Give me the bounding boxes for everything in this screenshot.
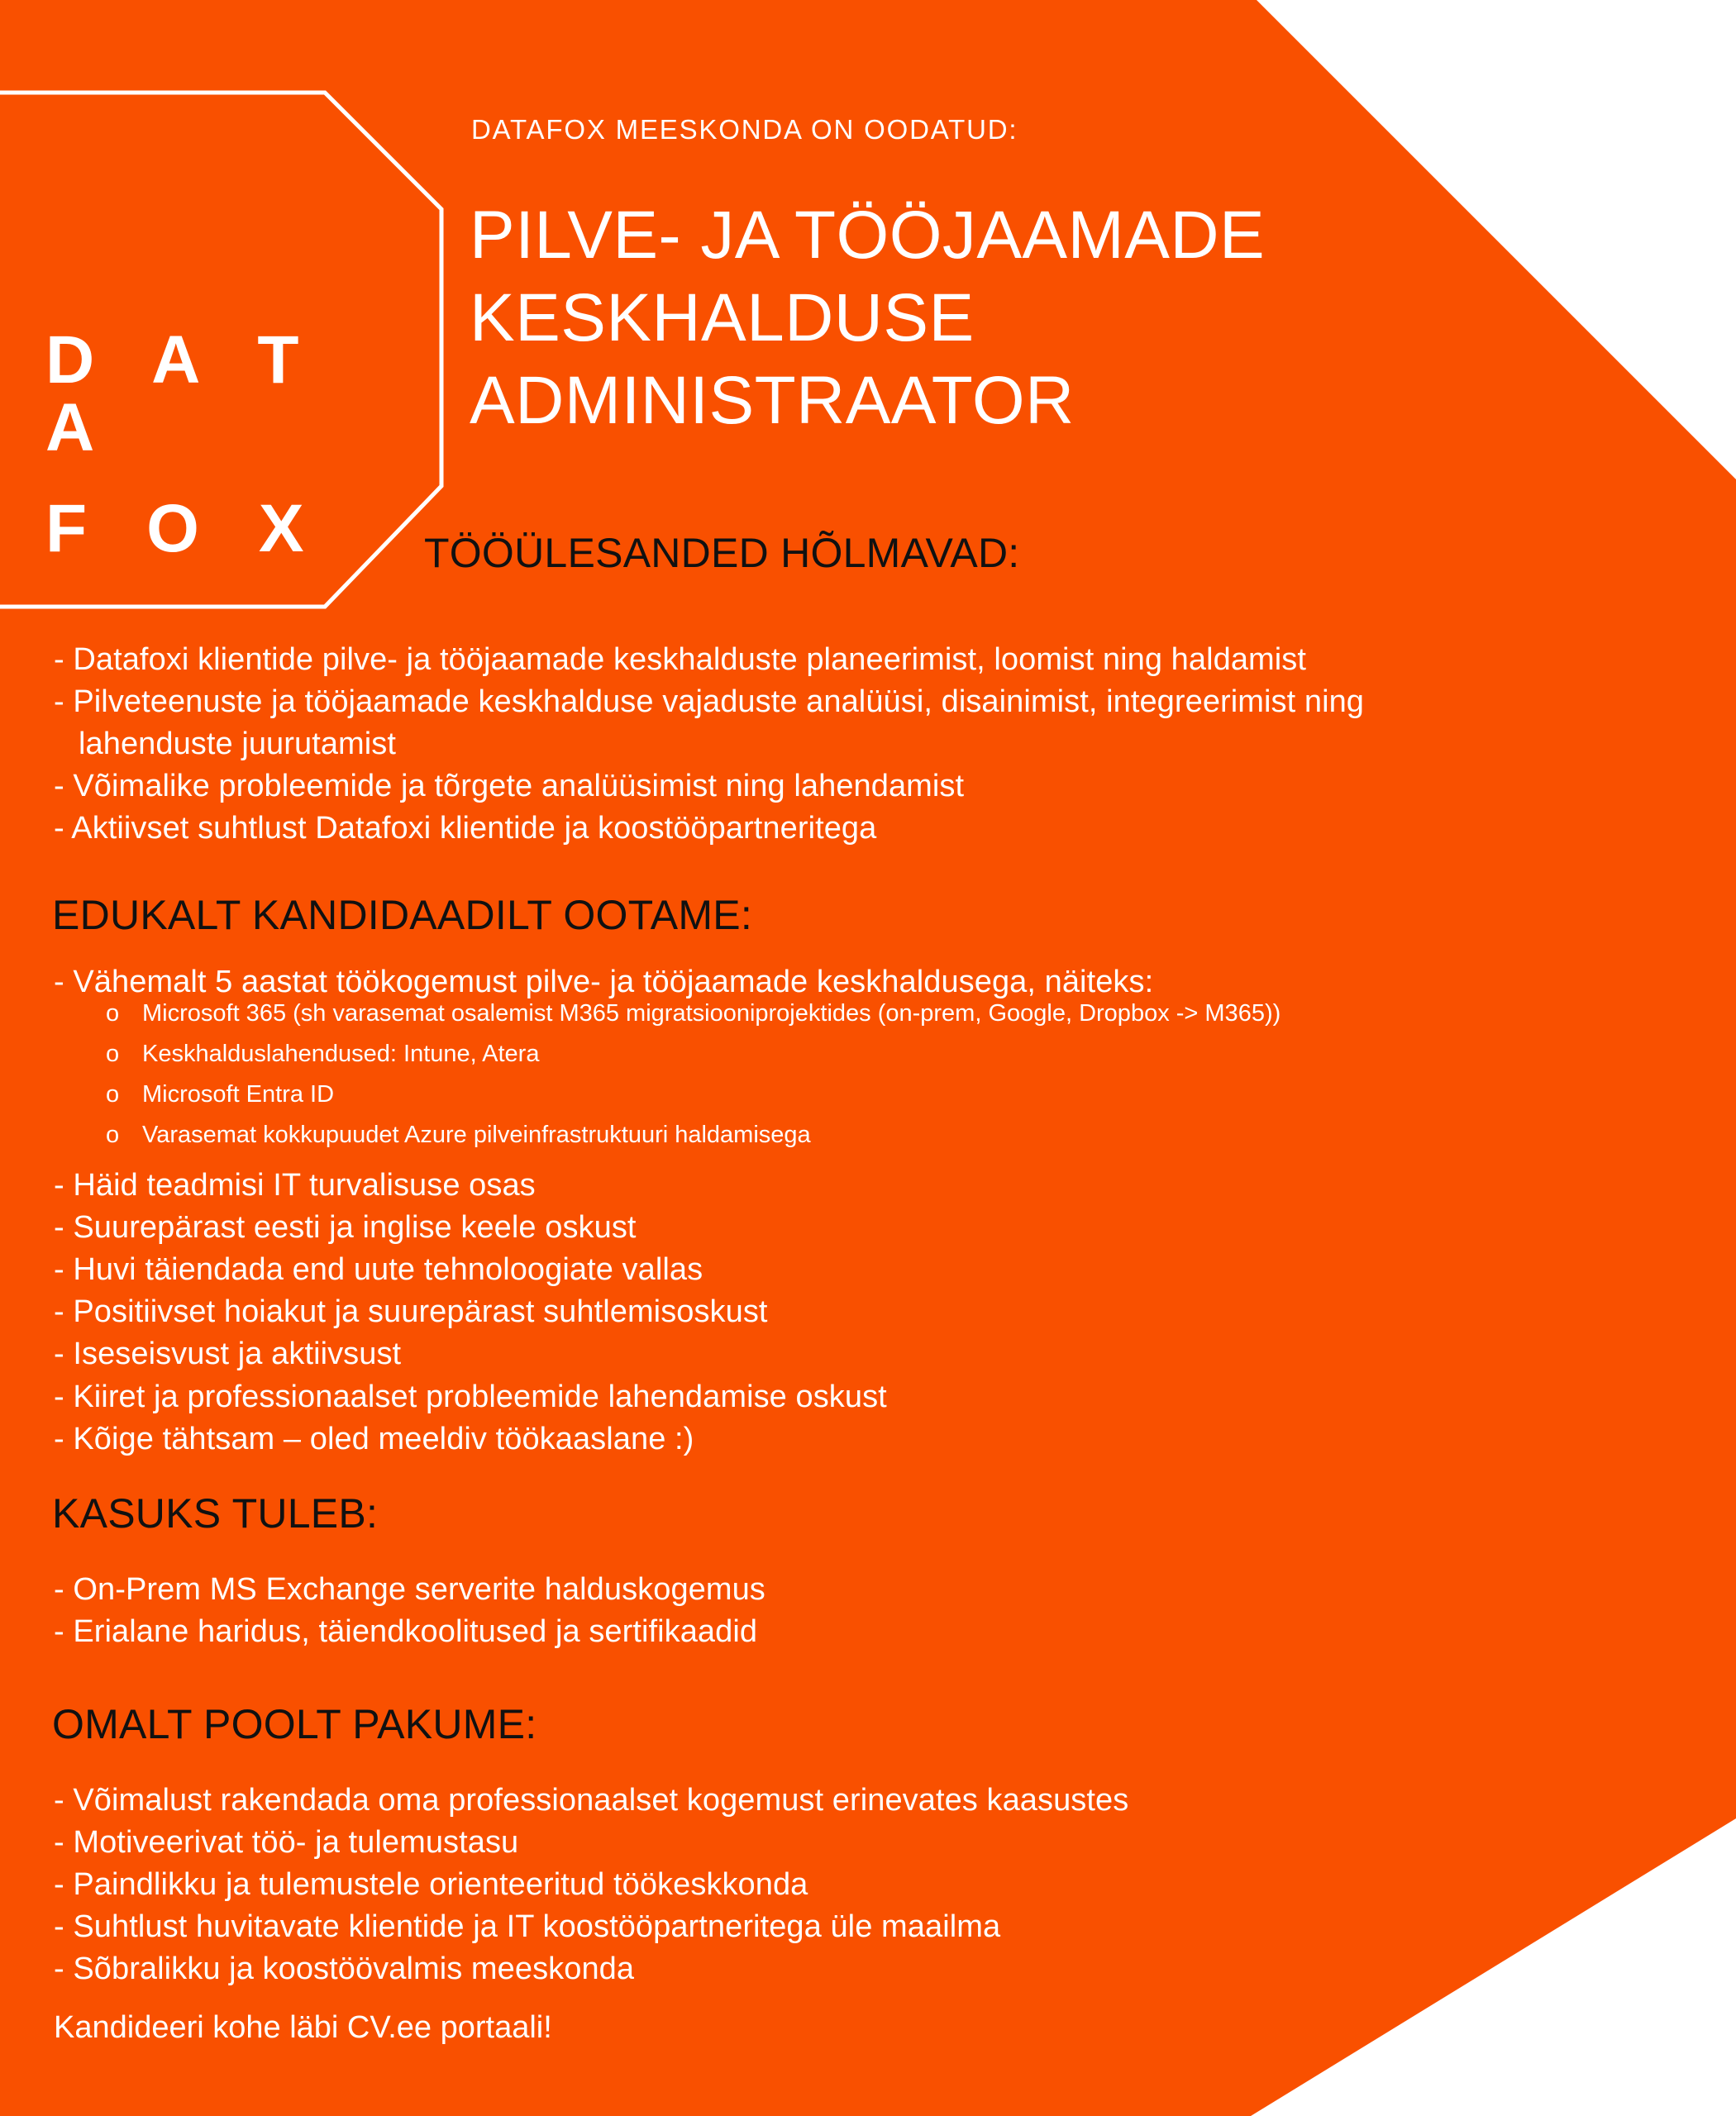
list-item: - Paindlikku ja tulemustele orienteeritud töökeskkonda: [54, 1867, 808, 1903]
expectations-lead-item: [54, 961, 1699, 1003]
page-title: PILVE- JA TÖÖJAAMADE KESKHALDUSE ADMINISTRAATOR: [470, 198, 1266, 439]
list-item: - Positiivset hoiakut ja suurepärast suhtlemisoskust: [54, 1294, 768, 1330]
list-item: - Erialane haridus, täiendkoolitused ja sertifikaadid: [54, 1614, 758, 1650]
list-item: - Datafoxi klientide pilve- ja tööjaamade keskhalduste planeerimist, loomist ning haldamist: [54, 642, 1307, 677]
list-item: - Kõige tähtsam – oled meeldiv töökaaslane :): [54, 1421, 694, 1456]
eyebrow-text: DATAFOX MEESKONDA ON OODATUD:: [471, 114, 1018, 145]
sub-list-item: [106, 1042, 1726, 1083]
sub-list-item: [106, 1123, 1726, 1164]
expectations-list: [54, 1165, 1699, 1461]
list-item: - Vähemalt 5 aastat töökogemust pilve- ja tööjaamade keskhaldusega, näiteks:: [54, 965, 1154, 999]
list-item: - Pilveteenuste ja tööjaamade keskhalduse vajaduste analüüsi, disainimist, integreerimist ning: [54, 684, 1365, 720]
sub-list-item: [106, 1083, 1726, 1123]
offer-list: [54, 1780, 1624, 1991]
list-item: - Suurepärast eesti ja inglise keele oskust: [54, 1210, 637, 1246]
logo-text-fox: F O X: [45, 491, 325, 566]
section-heading-tasks: TÖÖÜLESANDED HÕLMAVAD:: [424, 530, 1020, 576]
sub-bullet-marker: o: [106, 1122, 120, 1148]
list-item: - Sõbralikku ja koostöövalmis meeskonda: [54, 1952, 635, 1987]
list-item: - Suhtlust huvitavate klientide ja IT koostööpartneritega üle maailma: [54, 1909, 1001, 1945]
section-heading-bonus: KASUKS TULEB:: [52, 1490, 379, 1537]
list-item: - Võimalust rakendada oma professionaalset kogemust erinevates kaasustes: [54, 1783, 1129, 1818]
list-item: - On-Prem MS Exchange serverite halduskogemus: [54, 1572, 765, 1607]
list-item: - Häid teadmisi IT turvalisuse osas: [54, 1168, 536, 1203]
logo-text-data: D A T A: [45, 322, 320, 465]
sub-list-item-label: Varasemat kokkupuudet Azure pilveinfrastruktuuri haldamisega: [142, 1122, 811, 1148]
sub-list-item-label: Microsoft Entra ID: [142, 1081, 335, 1108]
list-item: - Aktiivset suhtlust Datafoxi klientide ja koostööpartneritega: [54, 811, 877, 846]
list-item: - Kiiret ja professionaalset probleemide lahendamise oskust: [54, 1379, 887, 1414]
list-item: - Huvi täiendada end uute tehnoloogiate vallas: [54, 1252, 703, 1288]
sub-bullet-marker: o: [106, 1041, 120, 1067]
bonus-list: [54, 1569, 1624, 1653]
sub-list-item-label: Keskhalduslahendused: Intune, Atera: [142, 1041, 540, 1067]
list-item-continuation: lahenduste juurutamist: [79, 727, 397, 762]
section-heading-expectations: EDUKALT KANDIDAADILT OOTAME:: [52, 892, 752, 938]
expectations-sub-list: [106, 1002, 1726, 1164]
section-heading-offer: OMALT POOLT PAKUME:: [52, 1701, 537, 1747]
sub-list-item: [106, 1002, 1726, 1042]
sub-bullet-marker: o: [106, 1000, 120, 1027]
list-item: - Iseseisvust ja aktiivsust: [54, 1337, 402, 1372]
list-item: - Motiveerivat töö- ja tulemustasu: [54, 1825, 519, 1861]
sub-bullet-marker: o: [106, 1081, 120, 1108]
list-item: - Võimalike probleemide ja tõrgete analüüsimist ning lahendamist: [54, 769, 965, 804]
sub-list-item-label: Microsoft 365 (sh varasemat osalemist M365 migratsiooniprojektides (on-prem, Google, Dropbox -> M365)): [142, 1000, 1281, 1027]
apply-call-to-action[interactable]: Kandideeri kohe läbi CV.ee portaali!: [54, 2010, 552, 2045]
tasks-list: [54, 639, 1699, 851]
